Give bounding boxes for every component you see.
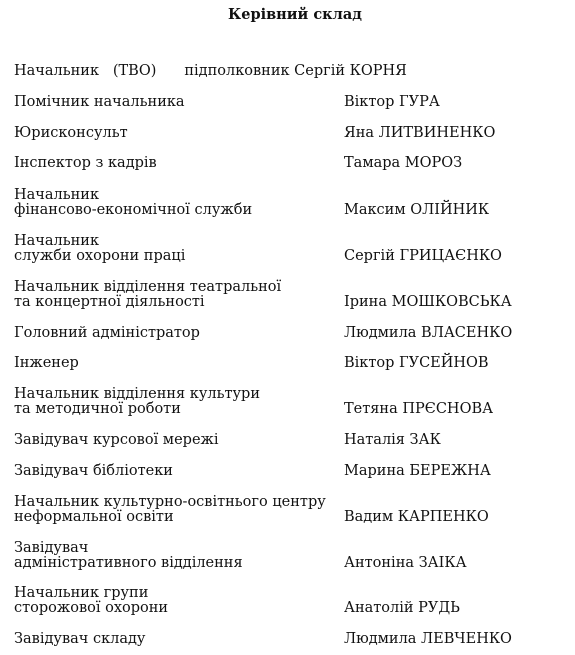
- head-row: [14, 63, 407, 79]
- staff-name: Людмила ВЛАСЕНКО: [344, 325, 513, 341]
- staff-row: [14, 326, 574, 341]
- head-position: Начальник (ТВО): [14, 63, 157, 79]
- page-title: Керівний склад: [228, 6, 362, 23]
- staff-position-line: Інспектор з кадрів: [14, 155, 157, 171]
- staff-position-line: та методичної роботи: [14, 401, 181, 417]
- staff-position-line: сторожової охорони: [14, 600, 169, 616]
- staff-position: [14, 541, 334, 571]
- staff-position: [14, 95, 334, 110]
- staff-name: Вадим КАРПЕНКО: [344, 509, 489, 525]
- staff-position-line: Юрисконсульт: [14, 125, 128, 141]
- staff-position-line: та концертної діяльності: [14, 294, 205, 310]
- staff-name: Яна ЛИТВИНЕНКО: [344, 125, 496, 141]
- head-rank-name: підполковник Сергій КОРНЯ: [184, 63, 407, 79]
- staff-name: Антоніна ЗАІКА: [344, 555, 467, 571]
- staff-row: [14, 279, 574, 310]
- staff-name: Віктор ГУСЕЙНОВ: [344, 355, 489, 371]
- staff-position-line: адміністративного відділення: [14, 555, 243, 571]
- staff-row: [14, 433, 574, 448]
- staff-row: [14, 356, 574, 371]
- staff-position-line: Завідувач курсової мережі: [14, 432, 219, 448]
- staff-position-line: Інженер: [14, 355, 79, 371]
- staff-row: [14, 126, 574, 141]
- staff-row: [14, 632, 574, 647]
- staff-name: Марина БЕРЕЖНА: [344, 463, 491, 479]
- staff-position: [14, 234, 334, 264]
- staff-name: Сергій ГРИЦАЄНКО: [344, 248, 502, 264]
- staff-name: Максим ОЛІЙНИК: [344, 202, 490, 218]
- staff-position-line: Завідувач бібліотеки: [14, 463, 173, 479]
- staff-position-line: Начальник: [14, 187, 100, 203]
- staff-row: [14, 464, 574, 479]
- staff-position: [14, 280, 334, 310]
- staff-position-line: Головний адміністратор: [14, 325, 200, 341]
- staff-name: Ірина МОШКОВСЬКА: [344, 294, 512, 310]
- staff-row: [14, 95, 574, 110]
- staff-name: Людмила ЛЕВЧЕНКО: [344, 631, 512, 647]
- staff-position-line: служби охорони праці: [14, 248, 186, 264]
- staff-name: Тамара МОРОЗ: [344, 155, 463, 171]
- staff-position-line: фінансово-економічної служби: [14, 202, 253, 218]
- staff-position-line: Начальник групи: [14, 585, 149, 601]
- staff-position-line: Завідувач складу: [14, 631, 146, 647]
- staff-position-line: Помічник начальника: [14, 94, 185, 110]
- staff-position: [14, 495, 334, 525]
- staff-position-line: неформальної освіти: [14, 509, 174, 525]
- staff-position: [14, 326, 334, 341]
- staff-position: [14, 387, 334, 417]
- staff-name: Анатолій РУДЬ: [344, 600, 460, 616]
- staff-position-line: Начальник: [14, 233, 100, 249]
- staff-position: [14, 586, 334, 616]
- staff-row: [14, 233, 574, 264]
- staff-position: [14, 156, 334, 171]
- staff-name: Наталія ЗАК: [344, 432, 441, 448]
- staff-name: Віктор ГУРА: [344, 94, 440, 110]
- staff-row: [14, 156, 574, 171]
- staff-position: [14, 126, 334, 141]
- staff-position: [14, 433, 334, 448]
- staff-row: [14, 585, 574, 616]
- staff-position: [14, 464, 334, 479]
- staff-position-line: Начальник відділення театральної: [14, 279, 282, 295]
- staff-position-line: Начальник культурно-освітнього центру: [14, 494, 326, 510]
- staff-row: [14, 494, 574, 525]
- staff-position: [14, 356, 334, 371]
- staff-position: [14, 188, 334, 218]
- staff-name: Тетяна ПРЄСНОВА: [344, 401, 494, 417]
- staff-position-line: Начальник відділення культури: [14, 386, 260, 402]
- staff-position: [14, 632, 334, 647]
- staff-row: [14, 187, 574, 218]
- staff-row: [14, 386, 574, 417]
- staff-position-line: Завідувач: [14, 540, 89, 556]
- staff-row: [14, 540, 574, 571]
